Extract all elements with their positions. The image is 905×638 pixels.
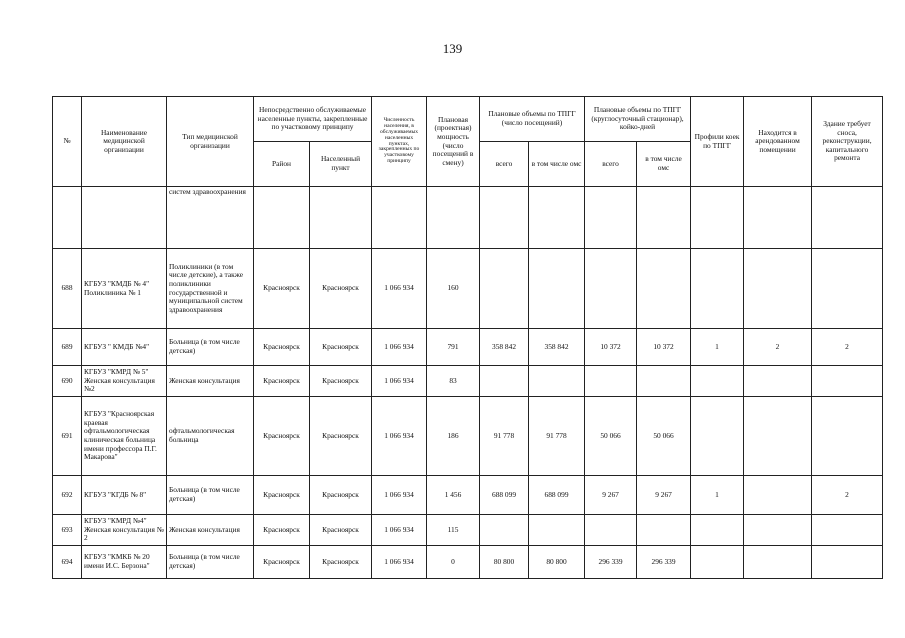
header-capacity: Плановая (проектная) мощность (число посещений в смену)	[427, 97, 480, 187]
cell-visits-oms: 80 800	[529, 546, 585, 579]
cell-settlement: Красноярск	[310, 546, 372, 579]
cell-repair: 2	[812, 476, 883, 515]
cell-visits-total: 91 778	[480, 397, 529, 476]
cell-settlement: Красноярск	[310, 476, 372, 515]
table-row	[53, 249, 883, 329]
cell-no: 692	[53, 476, 82, 515]
table-row	[53, 366, 883, 397]
cell-type: Больница (в том числе детская)	[167, 546, 254, 579]
page-number: 139	[442, 41, 463, 56]
cell-repair	[812, 515, 883, 546]
cell-capacity: 0	[427, 546, 480, 579]
cell-org: КГБУЗ "КМРД № 5" Женская консультация №2	[82, 366, 167, 397]
cell-district: Красноярск	[254, 515, 310, 546]
cell-repair	[812, 187, 883, 249]
cell-visits-total	[480, 515, 529, 546]
cell-profiles	[691, 515, 744, 546]
cell-visits-total	[480, 249, 529, 329]
cell-org: КГБУЗ "Красноярская краевая офтальмологическая клиническая больница имени профессора П.Г. Макарова"	[82, 397, 167, 476]
cell-capacity: 1 456	[427, 476, 480, 515]
cell-capacity: 791	[427, 329, 480, 366]
header-visits-total: всего	[480, 142, 529, 187]
cell-visits-total: 80 800	[480, 546, 529, 579]
cell-type: Больница (в том числе детская)	[167, 476, 254, 515]
cell-org: КГБУЗ " КМДБ №4"	[82, 329, 167, 366]
cell-beds-oms	[637, 187, 691, 249]
cell-profiles	[691, 249, 744, 329]
cell-settlement: Красноярск	[310, 515, 372, 546]
table-row	[53, 546, 883, 579]
cell-beds-oms	[637, 366, 691, 397]
cell-settlement: Красноярск	[310, 249, 372, 329]
header-population: Численность населения, в обслуживаемых населенных пунктах, закрепленных по участковому принципу	[372, 97, 427, 187]
header-no: №	[53, 97, 82, 187]
cell-no: 691	[53, 397, 82, 476]
header-beds-volume: Плановые объемы по ТПГГ (круглосуточный стационар), койко-дней	[585, 97, 691, 142]
cell-rented	[744, 249, 812, 329]
header-repair-needed: Здание требует сноса, реконструкции, капитального ремонта	[812, 97, 883, 187]
cell-visits-oms: 91 778	[529, 397, 585, 476]
cell-profiles	[691, 546, 744, 579]
cell-org: КГБУЗ "КМДБ № 4" Поликлиника № 1	[82, 249, 167, 329]
cell-no: 693	[53, 515, 82, 546]
cell-repair	[812, 249, 883, 329]
table-row	[53, 515, 883, 546]
header-district: Район	[254, 142, 310, 187]
cell-capacity: 160	[427, 249, 480, 329]
cell-profiles	[691, 187, 744, 249]
cell-district: Красноярск	[254, 329, 310, 366]
cell-visits-oms	[529, 249, 585, 329]
cell-visits-oms	[529, 366, 585, 397]
cell-settlement: Красноярск	[310, 366, 372, 397]
cell-visits-oms	[529, 187, 585, 249]
cell-no: 690	[53, 366, 82, 397]
cell-beds-total	[585, 187, 637, 249]
cell-type: Больница (в том числе детская)	[167, 329, 254, 366]
cell-profiles: 1	[691, 329, 744, 366]
cell-capacity	[427, 187, 480, 249]
cell-visits-total: 358 842	[480, 329, 529, 366]
cell-type: систем здравоохранения	[167, 187, 254, 249]
cell-rented	[744, 366, 812, 397]
cell-population: 1 066 934	[372, 366, 427, 397]
cell-population: 1 066 934	[372, 249, 427, 329]
cell-org: КГБУЗ "КМКБ № 20 имени И.С. Берзона"	[82, 546, 167, 579]
cell-beds-total: 50 066	[585, 397, 637, 476]
cell-repair	[812, 397, 883, 476]
cell-beds-oms	[637, 515, 691, 546]
cell-profiles: 1	[691, 476, 744, 515]
cell-rented	[744, 476, 812, 515]
cell-org: КГБУЗ "КГДБ № 8"	[82, 476, 167, 515]
cell-rented: 2	[744, 329, 812, 366]
cell-settlement	[310, 187, 372, 249]
cell-org	[82, 187, 167, 249]
header-bed-profiles: Профили коек по ТПГГ	[691, 97, 744, 187]
table-row	[53, 187, 883, 249]
cell-org: КГБУЗ "КМРД №4" Женская консультация № 2	[82, 515, 167, 546]
cell-beds-total: 10 372	[585, 329, 637, 366]
header-org-name: Наименование медицинской организации	[82, 97, 167, 187]
cell-visits-total	[480, 187, 529, 249]
cell-visits-oms	[529, 515, 585, 546]
header-beds-oms: в том числе омс	[637, 142, 691, 187]
cell-beds-oms: 10 372	[637, 329, 691, 366]
cell-beds-total: 9 267	[585, 476, 637, 515]
cell-beds-oms: 50 066	[637, 397, 691, 476]
medical-organizations-table	[52, 96, 883, 579]
cell-visits-total: 688 099	[480, 476, 529, 515]
cell-population: 1 066 934	[372, 546, 427, 579]
cell-beds-oms: 9 267	[637, 476, 691, 515]
header-rented-premises: Находится в арендованном помещении	[744, 97, 812, 187]
cell-repair	[812, 546, 883, 579]
cell-rented	[744, 187, 812, 249]
cell-visits-total	[480, 366, 529, 397]
cell-rented	[744, 397, 812, 476]
header-settlement: Населенный пункт	[310, 142, 372, 187]
header-beds-total: всего	[585, 142, 637, 187]
cell-profiles	[691, 366, 744, 397]
cell-visits-oms: 358 842	[529, 329, 585, 366]
table-row	[53, 329, 883, 366]
cell-repair: 2	[812, 329, 883, 366]
cell-capacity: 115	[427, 515, 480, 546]
cell-rented	[744, 546, 812, 579]
cell-settlement: Красноярск	[310, 329, 372, 366]
cell-beds-total: 296 339	[585, 546, 637, 579]
cell-population: 1 066 934	[372, 515, 427, 546]
cell-population: 1 066 934	[372, 397, 427, 476]
cell-repair	[812, 366, 883, 397]
header-visits-volume: Плановые объемы по ТПГГ (число посещений)	[480, 97, 585, 142]
cell-beds-total	[585, 366, 637, 397]
cell-district: Красноярск	[254, 546, 310, 579]
header-visits-oms: в том числе омс	[529, 142, 585, 187]
table-row	[53, 476, 883, 515]
cell-profiles	[691, 397, 744, 476]
cell-beds-oms: 296 339	[637, 546, 691, 579]
cell-population: 1 066 934	[372, 329, 427, 366]
table-row	[53, 397, 883, 476]
header-org-type: Тип медицинской организации	[167, 97, 254, 187]
cell-district: Красноярск	[254, 366, 310, 397]
cell-district	[254, 187, 310, 249]
header-served-settlements: Непосредственно обслуживаемые населенные пункты, закрепленные по участковому принципу	[254, 97, 372, 142]
cell-beds-oms	[637, 249, 691, 329]
cell-settlement: Красноярск	[310, 397, 372, 476]
cell-type: офтальмологическая больница	[167, 397, 254, 476]
cell-type: Женская консультация	[167, 515, 254, 546]
cell-no	[53, 187, 82, 249]
cell-capacity: 83	[427, 366, 480, 397]
cell-population: 1 066 934	[372, 476, 427, 515]
cell-district: Красноярск	[254, 249, 310, 329]
cell-type: Женская консультация	[167, 366, 254, 397]
cell-rented	[744, 515, 812, 546]
cell-beds-total	[585, 515, 637, 546]
cell-district: Красноярск	[254, 476, 310, 515]
cell-capacity: 186	[427, 397, 480, 476]
cell-population	[372, 187, 427, 249]
cell-beds-total	[585, 249, 637, 329]
cell-no: 689	[53, 329, 82, 366]
cell-visits-oms: 688 099	[529, 476, 585, 515]
cell-no: 688	[53, 249, 82, 329]
cell-type: Поликлиники (в том числе детские), а также поликлиники государственной и муниципальной систем здравоохранения	[167, 249, 254, 329]
cell-no: 694	[53, 546, 82, 579]
cell-district: Красноярск	[254, 397, 310, 476]
